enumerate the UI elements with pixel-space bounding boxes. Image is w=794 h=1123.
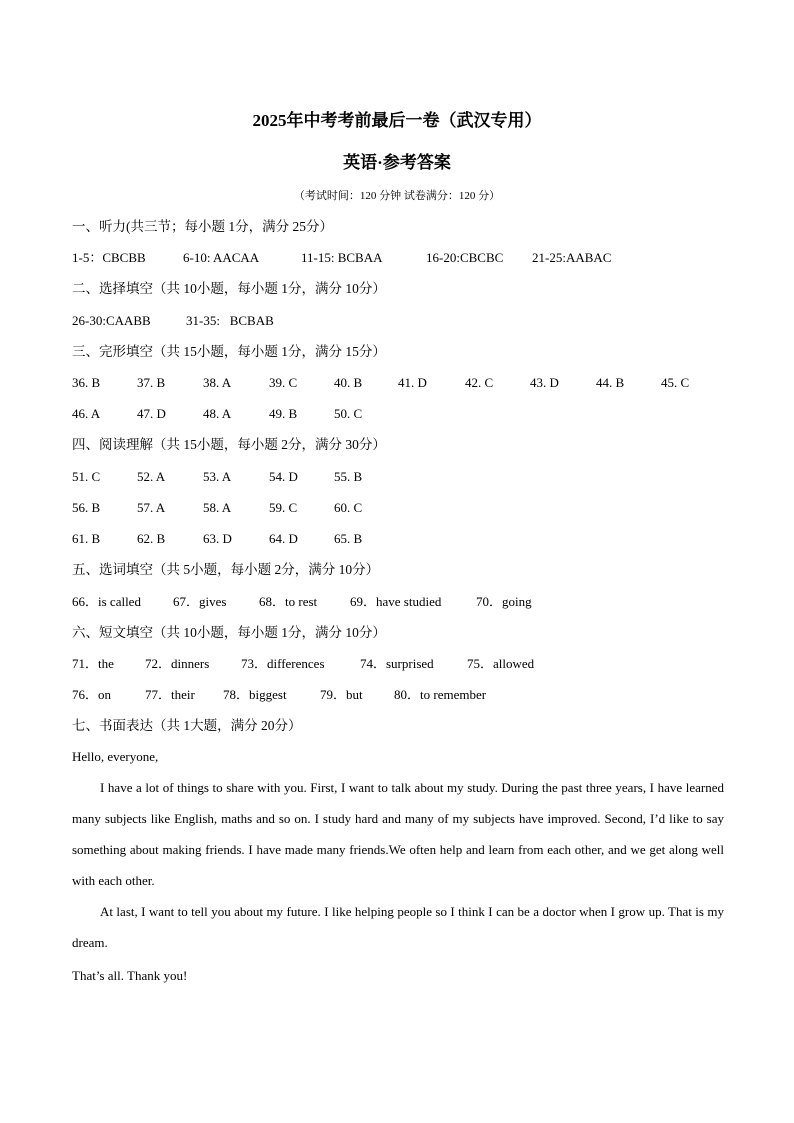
section-4-heading: 四、阅读理解（共 15小题，每小题 2分，满分 30分） <box>72 437 386 452</box>
answer-item: 50. C <box>334 406 363 421</box>
answer-item: 47. D <box>137 406 166 421</box>
answer-item: 59. C <box>269 500 298 515</box>
answer-item: 80．to remember <box>394 687 487 702</box>
answer-item: 72．dinners <box>145 656 210 671</box>
answer-item: 71．the <box>72 656 114 671</box>
answer-group: 21-25:AABAC <box>532 250 612 265</box>
answer-item: 39. C <box>269 375 298 390</box>
section-3-heading: 三、完形填空（共 15小题，每小题 1分，满分 15分） <box>72 344 386 359</box>
answer-item: 64. D <box>269 531 298 546</box>
answer-item: 65. B <box>334 531 363 546</box>
section-1-heading: 一、听力(共三节；每小题 1分，满分 25分） <box>72 219 333 234</box>
answer-item: 70．going <box>476 594 532 609</box>
answer-item: 77．their <box>145 687 195 702</box>
answer-item: 40. B <box>334 375 363 390</box>
section-7-heading: 七、书面表达（共 1大题，满分 20分） <box>72 718 302 733</box>
answer-item: 68．to rest <box>259 594 318 609</box>
answer-item: 74．surprised <box>360 656 434 671</box>
answer-item: 53. A <box>203 469 232 484</box>
answer-group: 11-15: BCBAA <box>301 250 383 265</box>
answer-group: 16-20:CBCBC <box>426 250 504 265</box>
answer-item: 62. B <box>137 531 166 546</box>
answer-item: 55. B <box>334 469 363 484</box>
exam-info: （考试时间：120 分钟 试卷满分：120 分） <box>293 190 501 202</box>
section-5-heading: 五、选词填空（共 5小题，每小题 2分，满分 10分） <box>72 562 380 577</box>
answer-item: 41. D <box>398 375 427 390</box>
essay-closing: That’s all. Thank you! <box>72 968 188 983</box>
answer-group: 1-5：CBCBB <box>72 250 146 265</box>
answer-item: 52. A <box>137 469 166 484</box>
section-6-heading: 六、短文填空（共 10小题，每小题 1分，满分 10分） <box>72 625 386 640</box>
answer-item: 49. B <box>269 406 298 421</box>
answer-item: 37. B <box>137 375 166 390</box>
answer-item: 54. D <box>269 469 298 484</box>
answer-item: 56. B <box>72 500 101 515</box>
answer-item: 51. C <box>72 469 101 484</box>
essay-paragraph: At last, I want to tell you about my future. I like helping people so I think I can be a doctor when I grow up. That is my dream. <box>72 904 724 950</box>
document-subtitle: 英语·参考答案 <box>343 153 451 172</box>
answer-item: 79．but <box>320 687 363 702</box>
answer-item: 67．gives <box>173 594 227 609</box>
essay-paragraph: I have a lot of things to share with you. First, I want to talk about my study. During the past three years, I have learned many subjects like English, maths and so on. I study hard and many of my subjects have improved. Second, I’d like to say something about making friends. I have made many friends.We often help and learn from each other, and we get along well with each other. <box>72 780 724 888</box>
answer-item: 60. C <box>334 500 363 515</box>
answer-item: 57. A <box>137 500 166 515</box>
answer-item: 76．on <box>72 687 112 702</box>
answer-item: 43. D <box>530 375 559 390</box>
answer-item: 66．is called <box>72 594 141 609</box>
answer-item: 75．allowed <box>467 656 535 671</box>
answer-item: 44. B <box>596 375 625 390</box>
answer-item: 63. D <box>203 531 232 546</box>
answer-item: 36. B <box>72 375 101 390</box>
answer-item: 58. A <box>203 500 232 515</box>
document-title: 2025年中考考前最后一卷（武汉专用） <box>252 111 542 130</box>
answer-item: 69．have studied <box>350 594 442 609</box>
answer-item: 45. C <box>661 375 690 390</box>
answer-item: 46. A <box>72 406 101 421</box>
essay-greeting: Hello, everyone, <box>72 749 159 764</box>
answer-group: 6-10: AACAA <box>183 250 260 265</box>
answer-item: 73．differences <box>241 656 325 671</box>
answer-item: 42. C <box>465 375 494 390</box>
answer-item: 38. A <box>203 375 232 390</box>
answer-item: 61. B <box>72 531 101 546</box>
answer-group: 31-35: BCBAB <box>186 313 274 328</box>
answer-item: 48. A <box>203 406 232 421</box>
section-2-heading: 二、选择填空（共 10小题，每小题 1分，满分 10分） <box>72 281 386 296</box>
answer-item: 78．biggest <box>223 687 287 702</box>
answer-group: 26-30:CAABB <box>72 313 151 328</box>
